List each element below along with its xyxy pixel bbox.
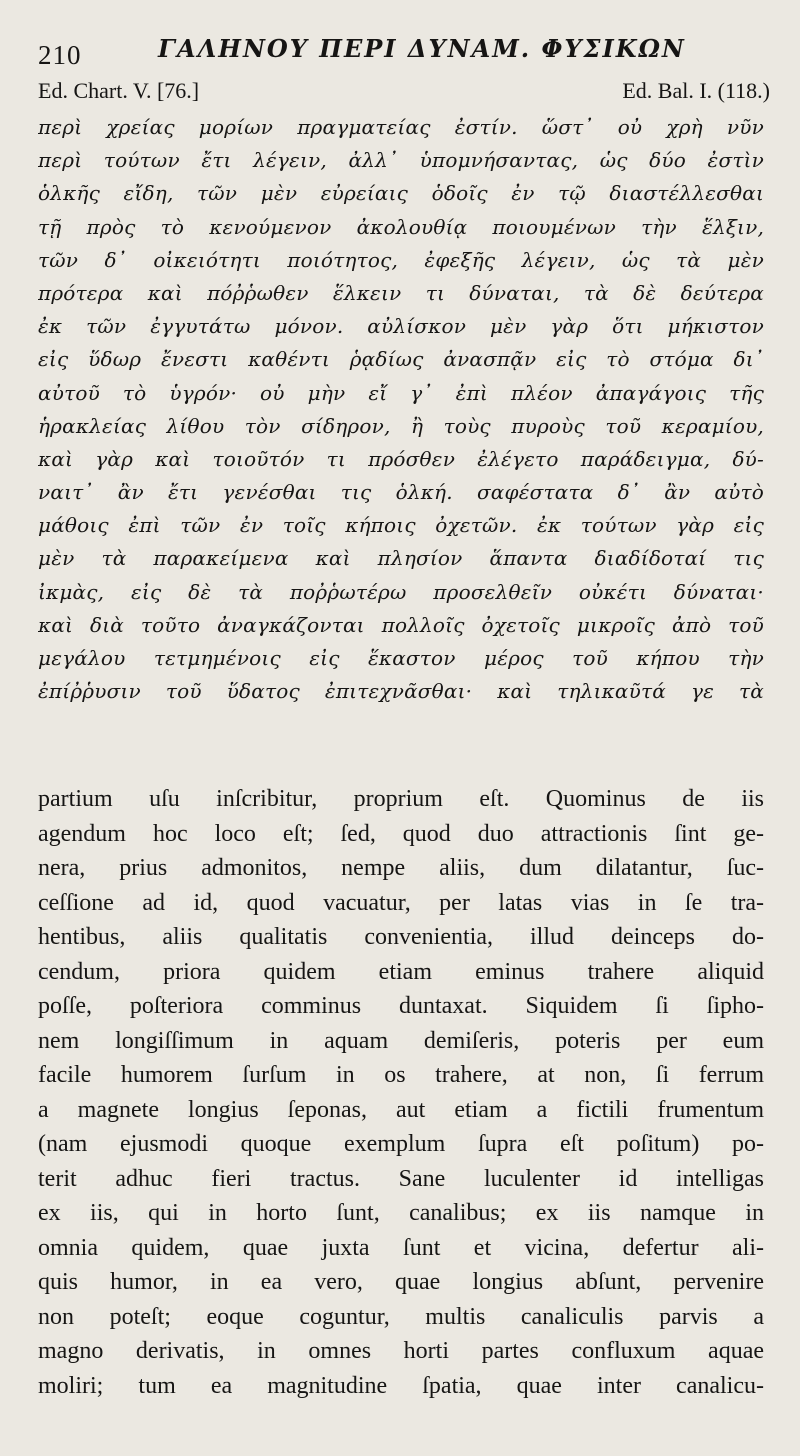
latin-line: magno derivatis, in omnes horti partes confluxum aquae bbox=[38, 1338, 764, 1364]
latin-line: nem longiſſimum in aquam demiſeris, poteris per eum bbox=[38, 1027, 764, 1054]
latin-line: poſſe, poſteriora comminus duntaxat. Siquidem ſi ſipho- bbox=[38, 993, 764, 1019]
greek-line: τῶν δ᾽ οἰκειότητι ποιότητος, ἐφεξῆς λέγειν, ὡς τὰ μὲν bbox=[38, 247, 764, 272]
greek-text-block bbox=[38, 111, 764, 708]
greek-line: πρότερα καὶ πόῤῥωθεν ἕλκειν τι δύναται, τὰ δὲ δεύτερα bbox=[38, 280, 764, 305]
greek-line: τῇ πρὸς τὸ κενούμενον ἀκολουθίᾳ ποιουμένων τὴν ἕλξιν, bbox=[38, 214, 764, 239]
greek-line: ἐπίῤῥυσιν τοῦ ὕδατος ἐπιτεχνᾶσθαι· καὶ τηλικαῦτά γε τὰ bbox=[38, 679, 764, 704]
edition-basel-reference: Ed. Bal. I. (118.) bbox=[622, 78, 770, 103]
latin-line: hentibus, aliis qualitatis convenientia, illud deinceps do- bbox=[38, 924, 764, 950]
page-number: 210 bbox=[38, 40, 82, 70]
latin-text-block bbox=[38, 782, 764, 1403]
greek-line: περὶ τούτων ἔτι λέγειν, ἀλλ᾽ ὑπομνήσαντας, ὡς δύο ἐστὶν bbox=[38, 148, 764, 173]
greek-line: ἰκμὰς, εἰς δὲ τὰ ποῤῥωτέρω προσελθεῖν οὐκέτι δύναται· bbox=[38, 579, 764, 604]
latin-line: a magnete longius ſeponas, aut etiam a fictili frumentum bbox=[38, 1096, 764, 1123]
running-title: ΓΑΛΗΝΟΥ ΠΕΡΙ ΔΥΝΑΜ. ΦΥΣΙΚΩΝ bbox=[158, 34, 686, 63]
greek-line: ναιτ᾽ ἂν ἔτι γενέσθαι τις ὁλκή. σαφέστατα δ᾽ ἂν αὐτὸ bbox=[38, 480, 764, 505]
greek-line: ἐκ τῶν ἐγγυτάτω μόνον. αὐλίσκον μὲν γὰρ ὅτι μήκιστον bbox=[38, 314, 764, 339]
greek-line: μεγάλου τετμημένοις εἰς ἕκαστον μέρος τοῦ κήπου τὴν bbox=[38, 646, 764, 670]
greek-line: εἰς ὕδωρ ἔνεστι καθέντι ῥᾳδίως ἀνασπᾷν εἰς τὸ στόμα δι᾽ bbox=[38, 347, 764, 372]
latin-line: partium uſu inſcribitur, proprium eſt. Quominus de iis bbox=[38, 786, 764, 812]
latin-line: ex iis, qui in horto ſunt, canalibus; ex iis namque in bbox=[38, 1200, 764, 1226]
latin-line: quis humor, in ea vero, quae longius abſunt, pervenire bbox=[38, 1269, 764, 1295]
latin-line: non poteſt; eoque coguntur, multis canaliculis parvis a bbox=[38, 1303, 764, 1330]
greek-line: ἡρακλείας λίθου τὸν σίδηρον, ἢ τοὺς πυροὺς τοῦ κεραμίου, bbox=[38, 413, 764, 438]
latin-line: moliri; tum ea magnitudine ſpatia, quae inter canalicu- bbox=[38, 1372, 764, 1399]
edition-reference-line bbox=[38, 78, 770, 108]
latin-line: nera, prius admonitos, nempe aliis, dum dilatantur, ſuc- bbox=[38, 855, 764, 881]
latin-line: omnia quidem, quae juxta ſunt et vicina, defertur ali- bbox=[38, 1234, 764, 1261]
latin-line: terit adhuc fieri tractus. Sane luculenter id intelligas bbox=[38, 1165, 764, 1192]
greek-line: καὶ γὰρ καὶ τοιοῦτόν τι πρόσθεν ἐλέγετο παράδειγμα, δύ- bbox=[38, 446, 764, 471]
greek-line: ὁλκῆς εἴδη, τῶν μὲν εὐρείαις ὁδοῖς ἐν τῷ διαστέλλεσθαι bbox=[38, 181, 764, 206]
greek-line: αὐτοῦ τὸ ὑγρόν· οὐ μὴν εἴ γ᾽ ἐπὶ πλέον ἀπαγάγοις τῆς bbox=[38, 380, 764, 405]
edition-chartier-reference: Ed. Chart. V. [76.] bbox=[38, 78, 200, 103]
latin-line: facile humorem ſurſum in os trahere, at non, ſi ferrum bbox=[38, 1062, 764, 1088]
page-header bbox=[38, 30, 772, 70]
latin-line: (nam ejusmodi quoque exemplum ſupra eſt poſitum) po- bbox=[38, 1131, 764, 1157]
latin-line: cendum, priora quidem etiam eminus trahere aliquid bbox=[38, 958, 764, 985]
greek-line: περὶ χρείας μορίων πραγματείας ἐστίν. ὥστ᾽ οὐ χρὴ νῦν bbox=[38, 115, 764, 139]
greek-line: μὲν τὰ παρακείμενα καὶ πλησίον ἅπαντα διαδίδοταί τις bbox=[38, 546, 764, 571]
greek-line: μάθοις ἐπὶ τῶν ἐν τοῖς κήποις ὀχετῶν. ἐκ τούτων γὰρ εἰς bbox=[38, 513, 764, 538]
greek-line: καὶ διὰ τοῦτο ἀναγκάζονται πολλοῖς ὀχετοῖς μικροῖς ἀπὸ τοῦ bbox=[38, 612, 764, 637]
latin-line: agendum hoc loco eſt; ſed, quod duo attractionis ſint ge- bbox=[38, 820, 764, 847]
latin-line: ceſſione ad id, quod vacuatur, per latas vias in ſe tra- bbox=[38, 889, 764, 916]
